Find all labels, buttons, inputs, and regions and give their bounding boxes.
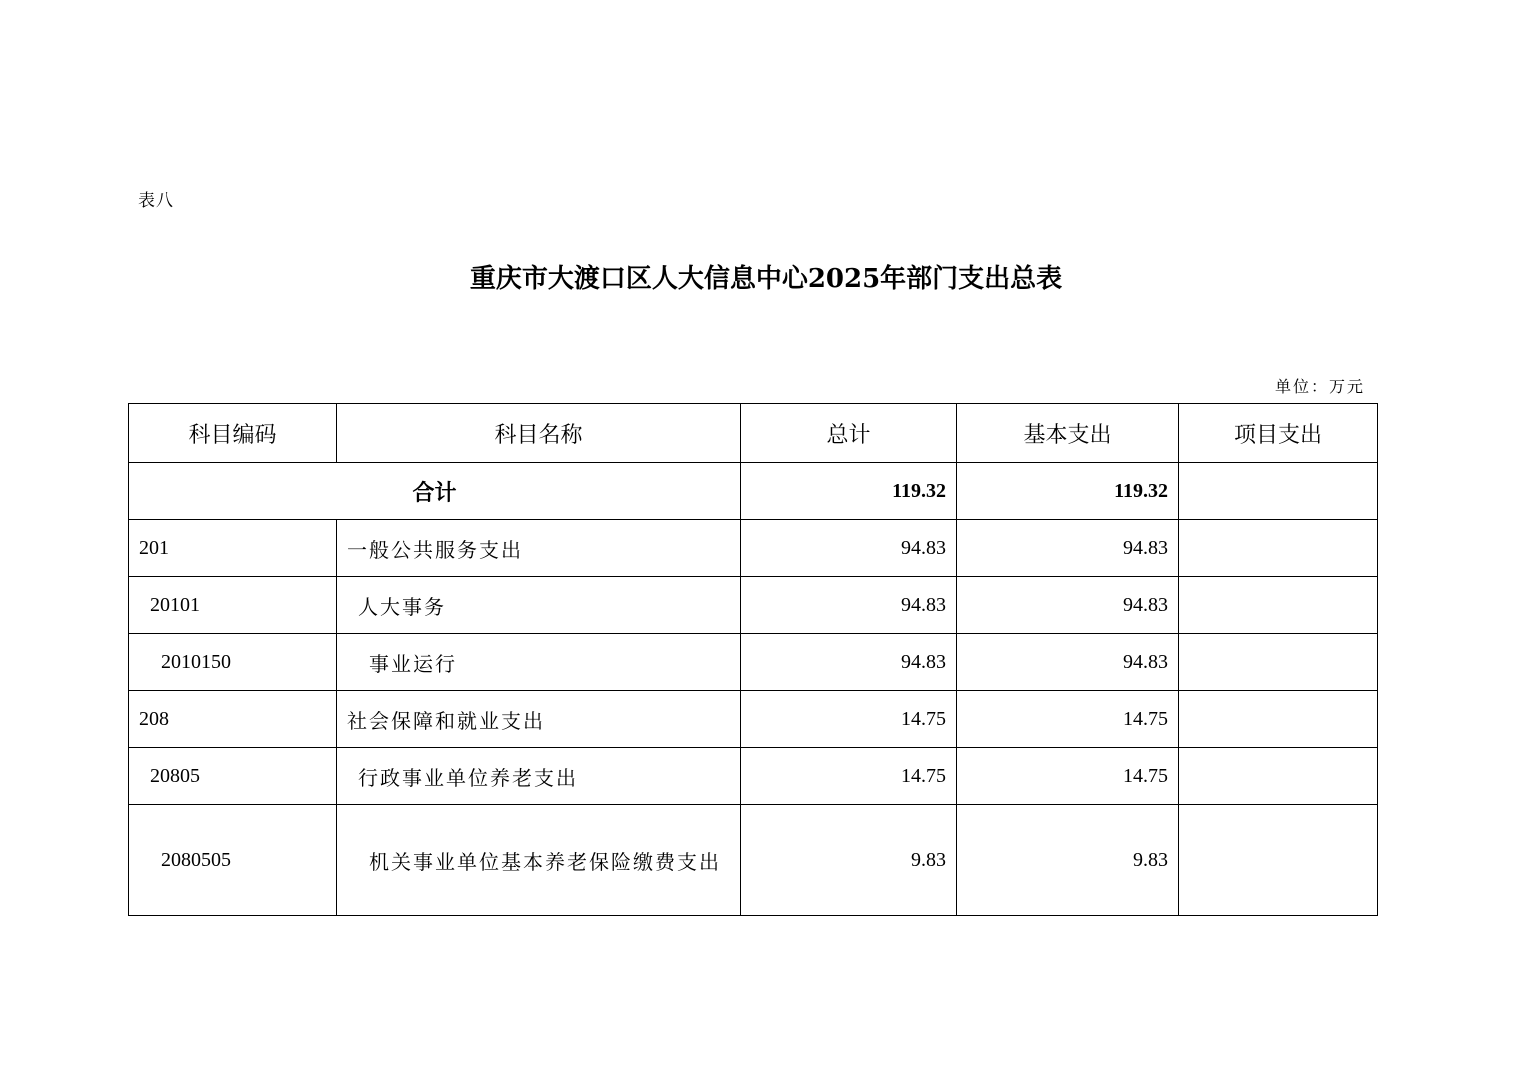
total-row — [129, 463, 1378, 520]
total-project — [1179, 463, 1378, 520]
row-name: 事业运行 — [337, 634, 741, 691]
table-header-row — [129, 404, 1378, 463]
row-project — [1179, 805, 1378, 916]
table-number-label: 表八 — [138, 191, 174, 211]
row-code: 20101 — [129, 577, 337, 634]
unit-label: 单位：万元 — [1274, 377, 1365, 396]
row-total: 9.83 — [741, 805, 957, 916]
page-title: 重庆市大渡口区人大信息中心2025年部门支出总表 — [469, 264, 1063, 294]
row-project — [1179, 691, 1378, 748]
row-project — [1179, 634, 1378, 691]
row-project — [1179, 520, 1378, 577]
total-total: 119.32 — [741, 463, 957, 520]
row-basic: 9.83 — [957, 805, 1179, 916]
table-row — [129, 748, 1378, 805]
row-project — [1179, 577, 1378, 634]
row-name: 机关事业单位基本养老保险缴费支出 — [337, 805, 741, 916]
row-project — [1179, 748, 1378, 805]
row-basic: 94.83 — [957, 520, 1179, 577]
row-code: 2010150 — [129, 634, 337, 691]
row-total: 14.75 — [741, 691, 957, 748]
row-code: 201 — [129, 520, 337, 577]
row-total: 94.83 — [741, 520, 957, 577]
row-basic: 94.83 — [957, 634, 1179, 691]
row-code: 2080505 — [129, 805, 337, 916]
row-name: 社会保障和就业支出 — [337, 691, 741, 748]
row-total: 94.83 — [741, 577, 957, 634]
table-row — [129, 520, 1378, 577]
row-total: 94.83 — [741, 634, 957, 691]
header-name: 科目名称 — [337, 404, 741, 463]
row-basic: 14.75 — [957, 691, 1179, 748]
header-code: 科目编码 — [129, 404, 337, 463]
row-name: 一般公共服务支出 — [337, 520, 741, 577]
table-row — [129, 805, 1378, 916]
total-basic: 119.32 — [957, 463, 1179, 520]
table-row — [129, 691, 1378, 748]
row-code: 208 — [129, 691, 337, 748]
table-row — [129, 634, 1378, 691]
expenditure-table — [128, 403, 1378, 916]
row-name: 行政事业单位养老支出 — [337, 748, 741, 805]
table-row — [129, 577, 1378, 634]
row-code: 20805 — [129, 748, 337, 805]
header-total: 总计 — [741, 404, 957, 463]
row-basic: 94.83 — [957, 577, 1179, 634]
row-name: 人大事务 — [337, 577, 741, 634]
row-total: 14.75 — [741, 748, 957, 805]
header-project: 项目支出 — [1179, 404, 1378, 463]
row-basic: 14.75 — [957, 748, 1179, 805]
header-basic: 基本支出 — [957, 404, 1179, 463]
total-label: 合计 — [129, 463, 741, 520]
